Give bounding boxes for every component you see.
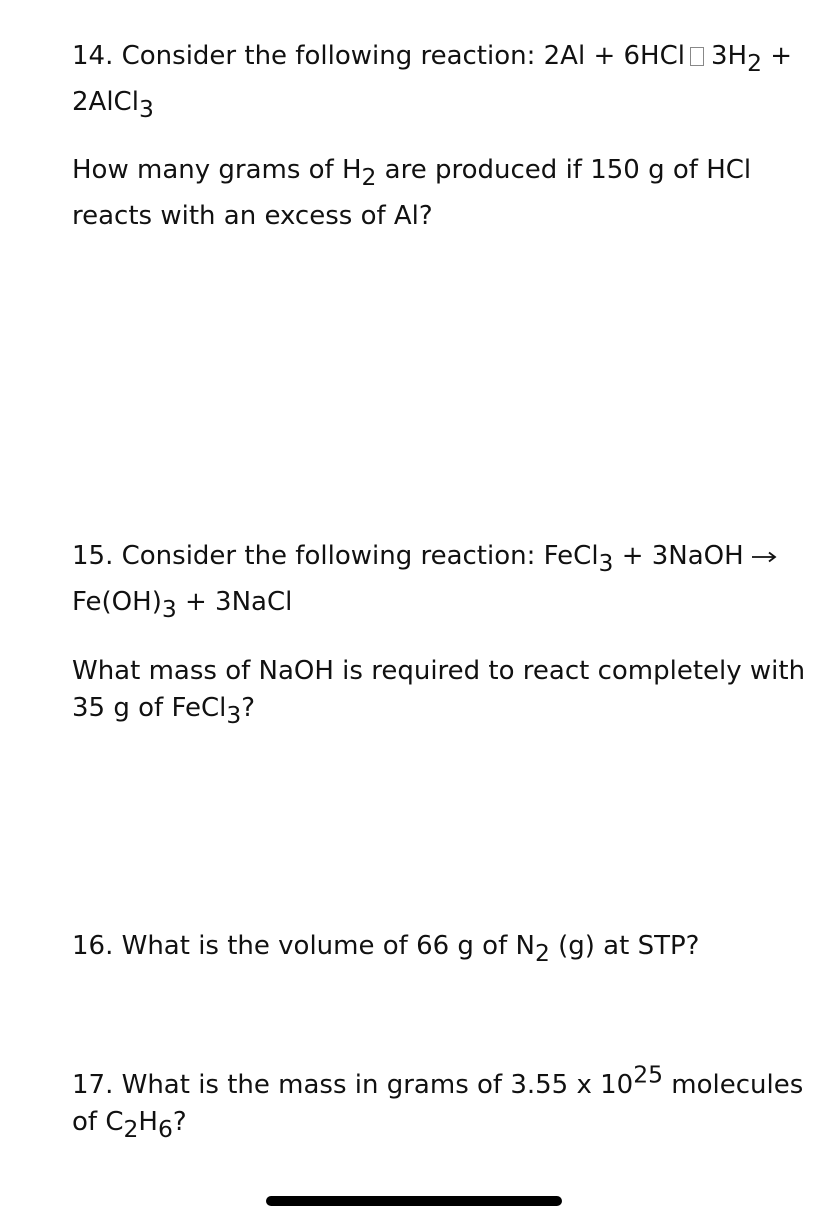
- q15-product-a: Fe(OH): [72, 587, 162, 617]
- q17-subscript-2: 6: [157, 1115, 173, 1144]
- q14-reaction-line-1: [72, 40, 793, 78]
- q14-prompt-subscript: 2: [361, 163, 377, 192]
- q17-text-a: 17. What is the mass in grams of 3.55 x 10: [72, 1070, 634, 1100]
- q15-product-subscript: 3: [161, 595, 177, 624]
- missing-glyph-box-icon: [690, 47, 704, 66]
- q16-subscript: 2: [534, 939, 550, 968]
- q17-text-e: ?: [172, 1107, 187, 1137]
- q14-prompt-line-2: [72, 200, 433, 232]
- q15-reaction-line-2: [72, 586, 293, 624]
- q14-prompt-line-1: [72, 154, 752, 192]
- q15-prompt-line-2: [72, 692, 256, 730]
- q17-text-b: molecules: [663, 1070, 804, 1100]
- q15-prompt-c: ?: [241, 693, 256, 723]
- q15-text-a: 15. Consider the following reaction: FeCl: [72, 541, 599, 571]
- q15-subscript-1: 3: [598, 549, 614, 578]
- home-indicator[interactable]: [266, 1196, 562, 1206]
- q14-text: 14. Consider the following reaction: 2Al + 6HCl: [72, 41, 685, 71]
- q14-product-alcl: 2AlCl: [72, 87, 139, 117]
- q17-exponent: 25: [633, 1060, 663, 1089]
- right-arrow-icon: [752, 551, 778, 563]
- q14-alcl-subscript: 3: [138, 95, 154, 124]
- q14-prompt-a: How many grams of H: [72, 155, 362, 185]
- q15-prompt-b: 35 g of FeCl: [72, 693, 227, 723]
- q14-reaction-line-2: [72, 86, 154, 124]
- q16-line: [72, 930, 700, 968]
- q14-prompt-c: reacts with an excess of Al?: [72, 201, 433, 231]
- q16-text-b: (g) at STP?: [549, 931, 700, 961]
- q15-prompt-subscript: 3: [226, 701, 242, 730]
- q15-text-b: + 3NaOH: [613, 541, 744, 571]
- q14-prompt-b: are produced if 150 g of HCl: [376, 155, 752, 185]
- q16-text-a: 16. What is the volume of 66 g of N: [72, 931, 535, 961]
- q15-product-b: + 3NaCl: [176, 587, 293, 617]
- q15-prompt-a: What mass of NaOH is required to react completely with: [72, 656, 806, 686]
- q14-product: 3H: [710, 41, 748, 71]
- q17-line-2: [72, 1106, 187, 1144]
- q14-subscript: 2: [747, 49, 762, 78]
- q17-subscript-1: 2: [123, 1115, 139, 1144]
- q15-prompt-line-1: [72, 655, 805, 687]
- q17-text-d: H: [138, 1107, 158, 1137]
- q17-text-c: of C: [72, 1107, 124, 1137]
- q17-line-1: [72, 1060, 804, 1101]
- q14-plus: +: [761, 41, 793, 71]
- q15-reaction-line-1: [72, 540, 778, 578]
